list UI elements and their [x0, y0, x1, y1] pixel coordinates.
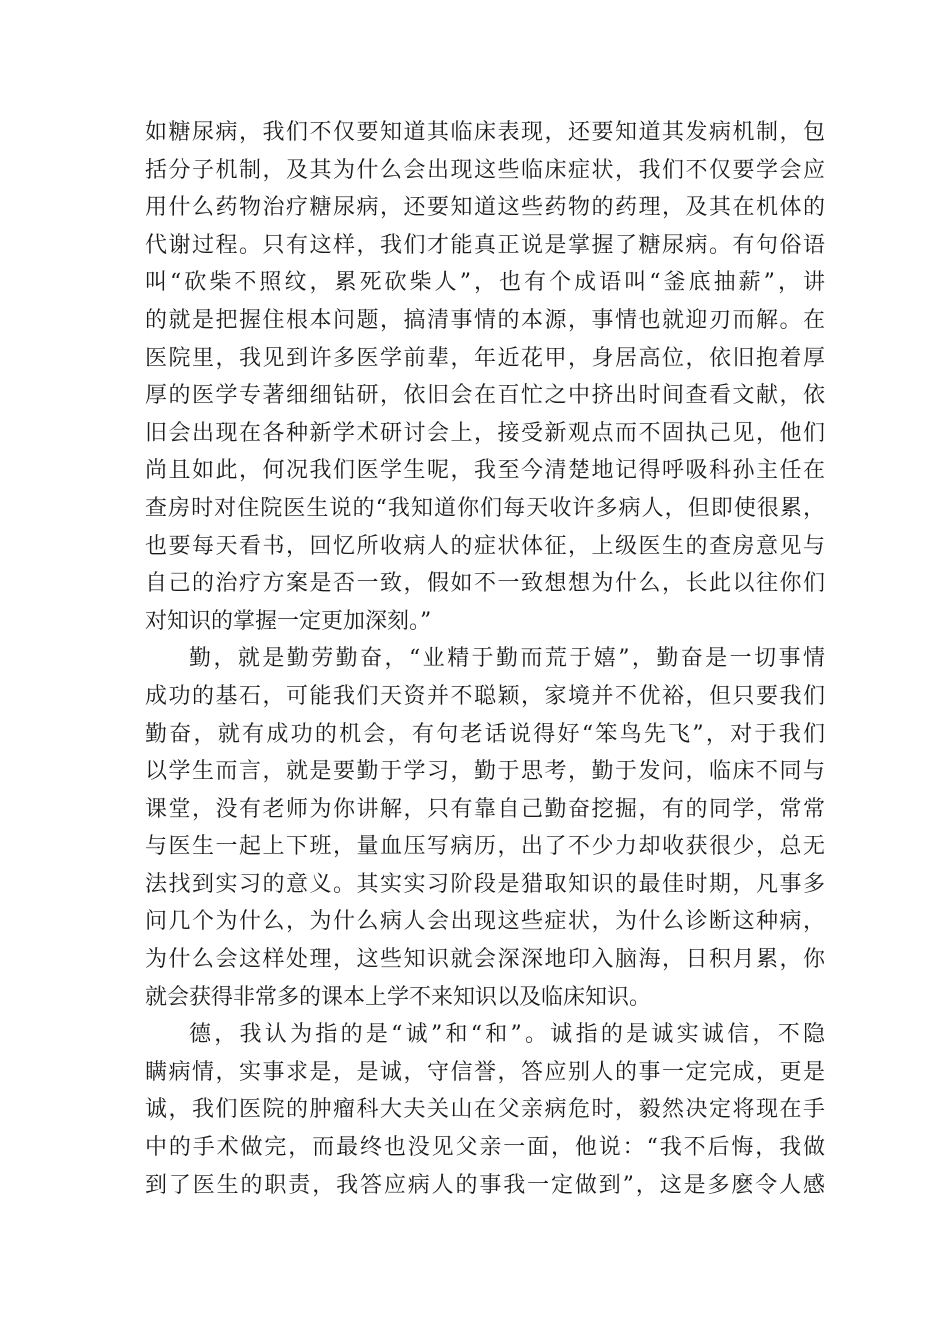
text-line: 为什么会这样处理，这些知识就会深深地印入脑海，日积月累，你 — [145, 947, 825, 973]
text-line: 医院里，我见到许多医学前辈，年近花甲，身居高位，依旧抱着厚 — [145, 345, 825, 371]
text-line: 诚，我们医院的肿瘤科大夫关山在父亲病危时，毅然决定将现在手 — [145, 1097, 825, 1123]
text-line: 以学生而言，就是要勤于学习，勤于思考，勤于发问，临床不同与 — [145, 759, 825, 785]
text-line: 问几个为什么，为什么病人会出现这些症状，为什么诊断这种病， — [145, 909, 825, 935]
text-line: 成功的基石，可能我们天资并不聪颖，家境并不优裕，但只要我们 — [145, 683, 825, 709]
text-line: 就会获得非常多的课本上学不来知识以及临床知识。 — [145, 984, 652, 1010]
text-line: 瞒病情，实事求是，是诚，守信誉，答应别人的事一定完成，更是 — [145, 1059, 825, 1085]
text-line: 厚的医学专著细细钻研，依旧会在百忙之中挤出时间查看文献，依 — [145, 383, 825, 409]
text-line: 也要每天看书，回忆所收病人的症状体征，上级医生的查房意见与 — [145, 533, 825, 559]
body-text — [145, 114, 825, 1204]
text-line: 括分子机制，及其为什么会出现这些临床症状，我们不仅要学会应 — [145, 157, 825, 183]
text-line: 对知识的掌握一定更加深刻。” — [145, 608, 432, 634]
text-line: 代谢过程。只有这样，我们才能真正说是掌握了糖尿病。有句俗语 — [145, 232, 825, 258]
text-line: 叫“砍柴不照纹，累死砍柴人”，也有个成语叫“釜底抽薪”，讲 — [145, 270, 825, 296]
text-line: 尚且如此，何况我们医学生呢，我至今清楚地记得呼吸科孙主任在 — [145, 458, 825, 484]
text-line: 德，我认为指的是“诚”和“和”。诚指的是诚实诚信，不隐 — [189, 1022, 825, 1048]
text-line: 勤奋，就有成功的机会，有句老话说得好“笨鸟先飞”，对于我们 — [145, 721, 825, 747]
text-line: 中的手术做完，而最终也没见父亲一面，他说：“我不后悔，我做 — [145, 1135, 825, 1161]
text-line: 课堂，没有老师为你讲解，只有靠自己勤奋挖掘，有的同学，常常 — [145, 796, 825, 822]
text-line: 法找到实习的意义。其实实习阶段是猎取知识的最佳时期，凡事多 — [145, 871, 825, 897]
text-line: 用什么药物治疗糖尿病，还要知道这些药物的药理，及其在机体的 — [145, 195, 825, 221]
text-line: 勤，就是勤劳勤奋，“业精于勤而荒于嬉”，勤奋是一切事情 — [189, 646, 825, 672]
text-line: 的就是把握住根本问题，搞清事情的本源，事情也就迎刃而解。在 — [145, 307, 825, 333]
text-line: 到了医生的职责，我答应病人的事我一定做到”，这是多麽令人感 — [145, 1172, 825, 1198]
text-line: 与医生一起上下班，量血压写病历，出了不少力却收获很少，总无 — [145, 834, 825, 860]
text-line: 查房时对住院医生说的“我知道你们每天收许多病人，但即使很累， — [145, 495, 825, 521]
text-line: 旧会出现在各种新学术研讨会上，接受新观点而不固执己见，他们 — [145, 420, 825, 446]
text-line: 如糖尿病，我们不仅要知道其临床表现，还要知道其发病机制，包 — [145, 120, 825, 145]
text-line: 自己的治疗方案是否一致，假如不一致想想为什么，长此以往你们 — [145, 571, 825, 597]
